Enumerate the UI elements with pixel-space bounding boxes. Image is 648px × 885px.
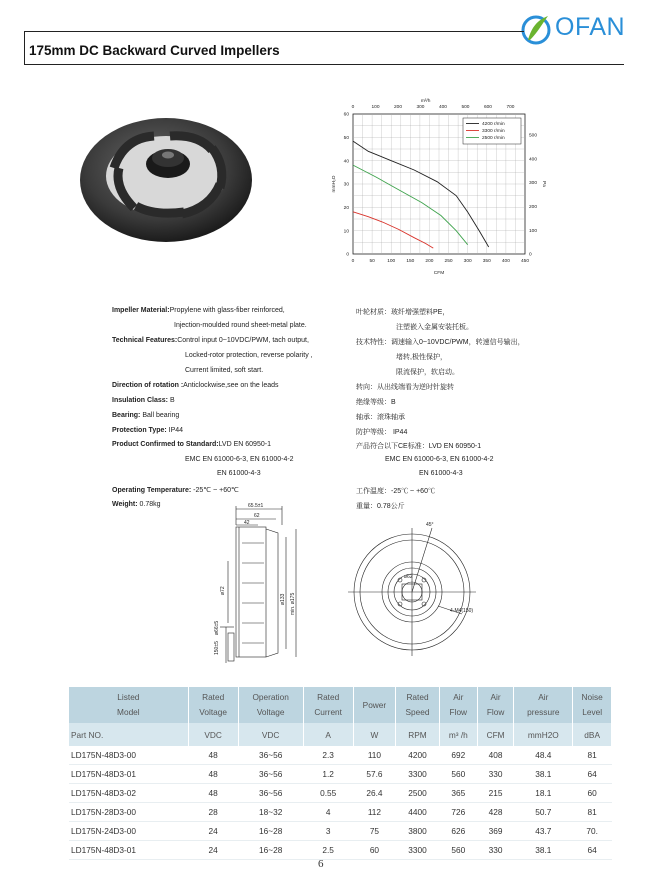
legend-entry: 4200 r/min — [482, 122, 505, 127]
x-bottom-tick-label: 300 — [463, 259, 472, 264]
table-header-cell: Rated Current — [303, 687, 353, 723]
table-cell: 2500 — [396, 784, 439, 803]
table-cell: LD175N-24D3-00 — [69, 822, 188, 841]
cn-spec-line: 工作温度：-25℃ ~ +60℃ — [356, 488, 435, 495]
table-cell: 60 — [573, 784, 612, 803]
header-rule-top — [24, 31, 524, 32]
table-units-row — [69, 723, 612, 746]
performance-chart — [325, 96, 565, 288]
x-top-tick-label: 600 — [483, 105, 492, 110]
table-cell: 28 — [188, 803, 238, 822]
table-cell: 24 — [188, 841, 238, 860]
table-unit-cell: VDC — [188, 723, 238, 746]
table-cell: 4200 — [396, 746, 439, 765]
table-cell: 60 — [353, 841, 396, 860]
table-cell: 64 — [573, 841, 612, 860]
spec-standard-3: EN 61000-4-3 — [217, 470, 261, 477]
spec-rotation: Direction of rotation :Anticlockwise,see on the leads — [112, 382, 279, 389]
table-header-cell: Rated Speed — [396, 687, 439, 723]
table-cell: 57.6 — [353, 765, 396, 784]
table-cell: 81 — [573, 803, 612, 822]
dim-inlet-diameter: ø133 — [280, 593, 286, 605]
spec-impeller-material-2: Injection-moulded round sheet-metal plate. — [174, 322, 307, 329]
table-cell: 4 — [303, 803, 353, 822]
front-view-drawing — [346, 518, 480, 658]
table-cell: 428 — [477, 803, 514, 822]
table-cell: 692 — [439, 746, 477, 765]
table-row — [69, 841, 612, 860]
x-axis-label: CFM — [433, 271, 445, 276]
table-row — [69, 822, 612, 841]
y-left-tick-label: 40 — [343, 159, 349, 165]
x-bottom-tick-label: 0 — [351, 259, 355, 264]
table-unit-cell: CFM — [477, 723, 514, 746]
table-unit-cell: m³ /h — [439, 723, 477, 746]
table-row — [69, 803, 612, 822]
header-rule-bottom — [24, 64, 624, 65]
x-bottom-tick-label: 400 — [501, 259, 510, 264]
table-cell: 3300 — [396, 841, 439, 860]
table-cell: 38.1 — [514, 765, 573, 784]
model-spec-table — [69, 687, 612, 860]
spec-temperature: Operating Temperature: -25℃ ~ +60℃ — [112, 487, 239, 494]
dim-overall-width: 65.5±1 — [248, 503, 264, 509]
cn-spec-line: 堵转,极性保护， — [396, 354, 447, 361]
table-cell: 408 — [477, 746, 514, 765]
spec-insulation: Insulation Class: B — [112, 397, 175, 404]
table-cell: 330 — [477, 765, 514, 784]
table-cell: 560 — [439, 765, 477, 784]
table-cell: 110 — [353, 746, 396, 765]
y-right-tick-label: 300 — [529, 181, 538, 187]
dim-lead-length: 150±5 — [214, 641, 220, 655]
cn-spec-line: 叶轮材质：玻纤增强塑料PE， — [356, 309, 450, 316]
impeller-photo — [74, 108, 254, 248]
table-cell: 36~56 — [238, 784, 303, 803]
table-row — [69, 746, 612, 765]
table-cell: 36~56 — [238, 746, 303, 765]
table-cell: 36~56 — [238, 765, 303, 784]
y-left-tick-label: 60 — [343, 112, 349, 118]
cn-spec-line: 重量：0.78公斤 — [356, 503, 405, 510]
x-bottom-tick-label: 150 — [406, 259, 415, 264]
table-header-cell: Air Flow — [477, 687, 514, 723]
dim-mounting-holes: 4-M4(150) — [450, 608, 474, 614]
header-rule-left — [24, 31, 25, 65]
y-left-tick-label: 10 — [343, 229, 349, 235]
table-cell: LD175N-48D3-01 — [69, 765, 188, 784]
table-cell: 81 — [573, 746, 612, 765]
legend-entry: 3300 r/min — [482, 129, 505, 134]
table-row — [69, 765, 612, 784]
cn-spec-line: 转向：从出线端看为逆时针旋转 — [356, 384, 454, 391]
dim-width: 62 — [254, 513, 260, 519]
cn-spec-line: 轴承：滚珠轴承 — [356, 414, 405, 421]
dim-outer-diameter: min. ø175 — [290, 592, 296, 615]
y-right-tick-label: 200 — [529, 205, 538, 211]
table-cell: 75 — [353, 822, 396, 841]
table-cell: 16~28 — [238, 822, 303, 841]
table-cell: LD175N-48D3-02 — [69, 784, 188, 803]
spec-protection: Protection Type: IP44 — [112, 427, 184, 434]
x-bottom-tick-label: 100 — [387, 259, 396, 264]
table-cell: 24 — [188, 822, 238, 841]
table-cell: 1.2 — [303, 765, 353, 784]
table-header-row — [69, 687, 612, 723]
x-bottom-tick-label: 200 — [425, 259, 434, 264]
x-bottom-tick-label: 50 — [369, 259, 375, 264]
y-right-tick-label: 100 — [529, 228, 538, 234]
table-cell: 3300 — [396, 765, 439, 784]
y-right-tick-label: 0 — [529, 252, 532, 258]
page-number: 6 — [318, 858, 324, 870]
spec-technical-features-3: Current limited, soft start. — [185, 367, 264, 374]
table-cell: 112 — [353, 803, 396, 822]
table-header-cell: Air pressure — [514, 687, 573, 723]
table-row — [69, 784, 612, 803]
table-cell: 726 — [439, 803, 477, 822]
x-top-tick-label: 700 — [506, 105, 515, 110]
dim-hub-diameter: ø72 — [220, 586, 226, 595]
spec-standard-2: EMC EN 61000-6-3, EN 61000-4-2 — [185, 456, 294, 463]
table-cell: 18.1 — [514, 784, 573, 803]
table-unit-cell: Part NO. — [69, 723, 188, 746]
table-cell: 330 — [477, 841, 514, 860]
cn-spec-line: 注塑嵌入金属安装托板。 — [396, 324, 473, 331]
legend-entry: 2500 r/min — [482, 136, 505, 141]
table-cell: 48 — [188, 746, 238, 765]
x-bottom-tick-label: 450 — [520, 259, 530, 264]
x-bottom-tick-label: 350 — [482, 259, 491, 264]
table-cell: 3800 — [396, 822, 439, 841]
brand-name: OFAN — [555, 13, 626, 41]
x-top-tick-label: 200 — [393, 105, 403, 110]
y-left-tick-label: 50 — [343, 135, 349, 141]
table-cell: 560 — [439, 841, 477, 860]
table-cell: 48 — [188, 765, 238, 784]
table-unit-cell: mmH2O — [514, 723, 573, 746]
table-cell: 26.4 — [353, 784, 396, 803]
table-cell: LD175N-48D3-01 — [69, 841, 188, 860]
cn-spec-line: EMC EN 61000-6-3, EN 61000-4-2 — [385, 456, 494, 463]
table-header-cell: Noise Level — [573, 687, 612, 723]
table-cell: 4400 — [396, 803, 439, 822]
table-cell: 369 — [477, 822, 514, 841]
dim-front-diameter: ø62 — [404, 574, 413, 580]
dim-lead-offset: ø66±5 — [214, 620, 220, 635]
x-top-tick-label: 0 — [351, 105, 355, 110]
dim-angle: 45° — [426, 522, 434, 528]
spec-bearing: Bearing: Ball bearing — [112, 412, 180, 419]
y-left-axis-label: mmH₂O — [332, 175, 337, 193]
table-cell: LD175N-28D3-00 — [69, 803, 188, 822]
table-cell: 215 — [477, 784, 514, 803]
table-unit-cell: A — [303, 723, 353, 746]
table-header-cell: Rated Voltage — [188, 687, 238, 723]
y-left-tick-label: 20 — [343, 205, 349, 211]
x-top-tick-label: 500 — [461, 105, 470, 110]
page-title: 175mm DC Backward Curved Impellers — [29, 43, 280, 58]
cn-spec-line: 技术特性：调速输入0~10VDC/PWM，转速信号输出， — [356, 339, 525, 346]
cn-spec-line: EN 61000-4-3 — [419, 470, 463, 477]
x-top-tick-label: 400 — [438, 105, 447, 110]
y-left-tick-label: 0 — [346, 252, 349, 258]
table-cell: LD175N-48D3-00 — [69, 746, 188, 765]
table-cell: 3 — [303, 822, 353, 841]
y-right-tick-label: 400 — [529, 157, 538, 163]
table-cell: 48 — [188, 784, 238, 803]
side-view-drawing — [198, 503, 316, 673]
spec-technical-features-2: Locked-rotor protection, reverse polarity , — [185, 352, 313, 359]
table-cell: 626 — [439, 822, 477, 841]
spec-impeller-material: Impeller Material:Propylene with glass-fiber reinforced, — [112, 307, 285, 314]
x-bottom-tick-label: 250 — [444, 259, 453, 264]
x-top-tick-label: 100 — [371, 105, 380, 110]
spec-technical-features: Technical Features:Control input 0~10VDC/PWM, tach output, — [112, 337, 309, 344]
cn-spec-line: 绝缘等级：B — [356, 399, 396, 406]
x-top-unit: m³/h — [420, 99, 431, 104]
table-header-cell: Listed Model — [69, 687, 188, 723]
table-cell: 38.1 — [514, 841, 573, 860]
table-cell: 0.55 — [303, 784, 353, 803]
table-cell: 43.7 — [514, 822, 573, 841]
table-cell: 2.5 — [303, 841, 353, 860]
table-cell: 48.4 — [514, 746, 573, 765]
table-cell: 365 — [439, 784, 477, 803]
y-left-tick-label: 30 — [343, 182, 349, 188]
table-cell: 2.3 — [303, 746, 353, 765]
spec-standard: Product Confirmed to Standard:LVD EN 60950-1 — [112, 441, 271, 448]
y-right-axis-label: Pa — [541, 181, 546, 187]
cn-spec-line: 产品符合以下CE标准：LVD EN 60950-1 — [356, 443, 482, 450]
table-unit-cell: VDC — [238, 723, 303, 746]
table-cell: 18~32 — [238, 803, 303, 822]
table-header-cell: Power — [353, 687, 396, 723]
table-cell: 50.7 — [514, 803, 573, 822]
table-cell: 16~28 — [238, 841, 303, 860]
dim-hub-height: 42 — [244, 520, 250, 526]
table-header-cell: Operation Voltage — [238, 687, 303, 723]
table-cell: 64 — [573, 765, 612, 784]
x-top-tick-label: 300 — [416, 105, 425, 110]
table-cell: 70. — [573, 822, 612, 841]
cn-spec-line: 限流保护，软启动。 — [396, 369, 459, 376]
table-unit-cell: RPM — [396, 723, 439, 746]
table-header-cell: Air Flow — [439, 687, 477, 723]
y-right-tick-label: 500 — [529, 133, 538, 139]
cn-spec-line: 防护等级： IP44 — [356, 429, 408, 436]
table-unit-cell: W — [353, 723, 396, 746]
table-unit-cell: dBA — [573, 723, 612, 746]
spec-weight: Weight: 0.78kg — [112, 501, 161, 508]
